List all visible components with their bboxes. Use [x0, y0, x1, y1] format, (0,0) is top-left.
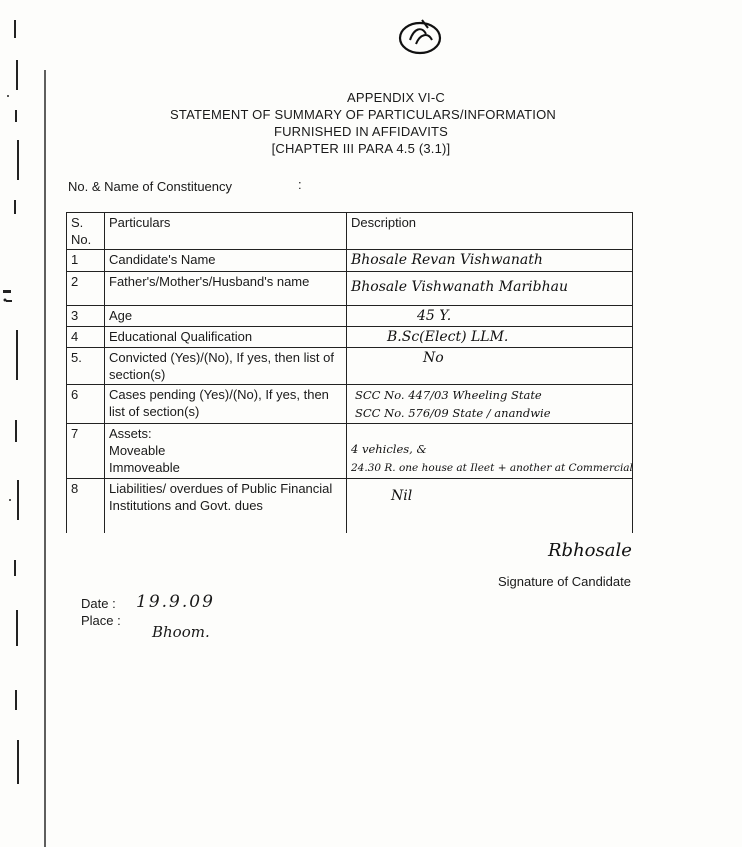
signature-label: Signature of Candidate [498, 574, 631, 589]
header-sno: S. No. [67, 213, 105, 250]
row-description-handwritten: SCC No. 447/03 Wheeling State [355, 388, 542, 402]
row-description-cell [347, 272, 633, 306]
row-sno: 5. [67, 348, 105, 385]
place-label: Place : [81, 613, 121, 628]
row-description-handwritten: Bhosale Vishwanath Maribhau [351, 279, 568, 295]
statement-title: STATEMENT OF SUMMARY OF PARTICULARS/INFORMATION [170, 107, 556, 122]
signature-handwritten [548, 540, 632, 561]
row-description-cell [347, 250, 633, 272]
appendix-title: APPENDIX VI-C [347, 90, 445, 105]
row-description-cell [347, 327, 633, 348]
row-sno: 1 [67, 250, 105, 272]
row-particulars: Candidate's Name [105, 250, 347, 272]
margin-line [44, 70, 46, 847]
table-row [67, 424, 633, 479]
initials-seal-mark [392, 14, 448, 60]
row-particulars: Convicted (Yes)/(No), If yes, then list of section(s) [105, 348, 347, 385]
table-row [67, 348, 633, 385]
row-sno: 7 [67, 424, 105, 479]
row-particulars: Father's/Mother's/Husband's name [105, 272, 347, 306]
row-sno: 6 [67, 385, 105, 424]
row-sno: 4 [67, 327, 105, 348]
row-description-handwritten: 4 vehicles, & [351, 442, 427, 456]
chapter-reference: [CHAPTER III PARA 4.5 (3.1)] [271, 141, 451, 156]
constituency-label: No. & Name of Constituency [68, 179, 233, 194]
date-value-handwritten: 19.9.09 [136, 592, 215, 612]
header-description: Description [347, 213, 633, 250]
row-particulars: Educational Qualification [105, 327, 347, 348]
statement-subtitle: FURNISHED IN AFFIDAVITS [273, 124, 449, 139]
row-description-cell [347, 385, 633, 424]
row-particulars-moveable: Moveable [109, 443, 166, 458]
row-description-handwritten: 45 Y. [417, 308, 452, 324]
table-header-row [67, 213, 633, 250]
place-value-handwritten: Bhoom. [152, 623, 210, 641]
row-particulars-immoveable: Immoveable [109, 460, 180, 475]
table-row [67, 479, 633, 533]
row-particulars-cell [105, 424, 347, 479]
row-description-cell [347, 424, 633, 479]
table-row [67, 306, 633, 327]
table-row [67, 250, 633, 272]
row-description-cell [347, 306, 633, 327]
row-particulars: Cases pending (Yes)/(No), If yes, then list of section(s) [105, 385, 347, 424]
row-description-handwritten: 24.30 R. one house at Ileet + another at Commercial [351, 462, 633, 474]
row-description-handwritten: SCC No. 576/09 State / anandwie [355, 406, 551, 420]
table-row [67, 272, 633, 306]
row-description-handwritten: Bhosale Revan Vishwanath [351, 252, 543, 268]
signature-text: Rbhosale [548, 540, 632, 561]
date-label: Date : [81, 596, 116, 611]
row-description-handwritten: Nil [391, 488, 413, 504]
row-description-handwritten: B.Sc(Elect) LLM. [387, 329, 509, 345]
row-particulars-title: Assets: [109, 426, 152, 441]
row-description-cell [347, 479, 633, 533]
row-particulars: Age [105, 306, 347, 327]
row-sno: 2 [67, 272, 105, 306]
constituency-colon: : [298, 177, 302, 192]
table-row [67, 385, 633, 424]
row-particulars: Liabilities/ overdues of Public Financial Institutions and Govt. dues [105, 479, 347, 533]
row-sno: 8 [67, 479, 105, 533]
header-particulars: Particulars [105, 213, 347, 250]
particulars-table [66, 212, 633, 533]
table-row [67, 327, 633, 348]
row-sno: 3 [67, 306, 105, 327]
row-description-cell [347, 348, 633, 385]
row-description-handwritten: No [423, 350, 444, 366]
